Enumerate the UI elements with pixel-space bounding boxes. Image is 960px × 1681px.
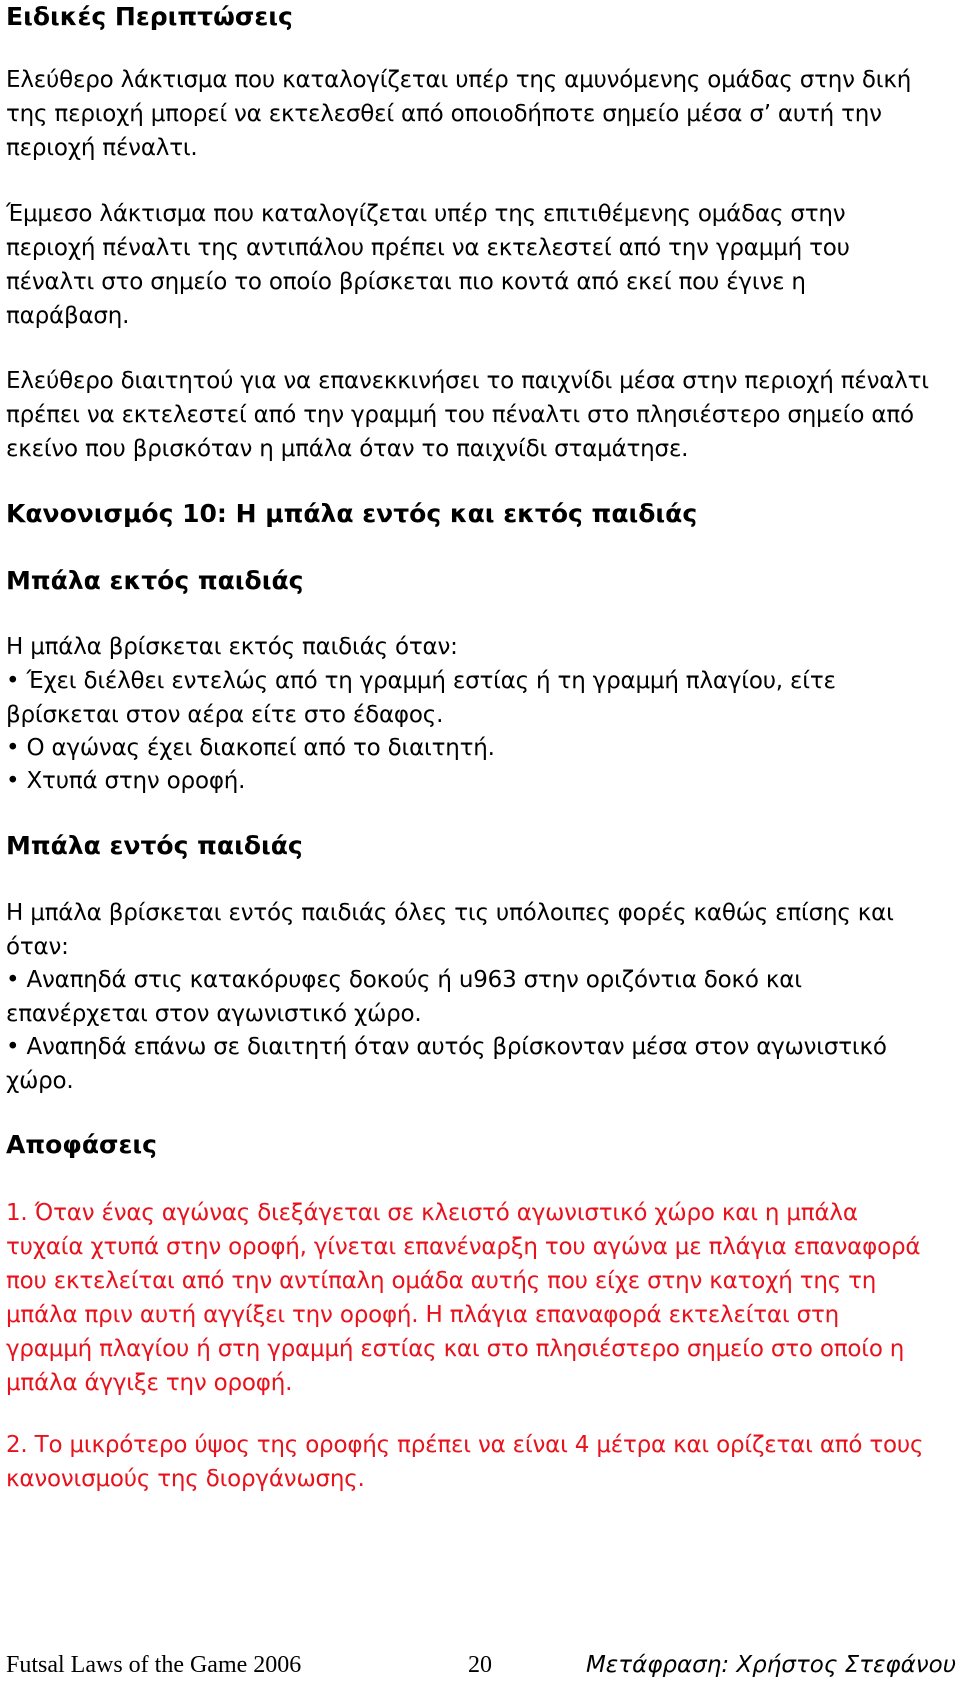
law10-heading: Κανονισμός 10: Η μπάλα εντός και εκτός παιδιάς <box>6 499 698 528</box>
ball-out-heading: Μπάλα εκτός παιδιάς <box>6 566 304 595</box>
decision-1: 1. Όταν ένας αγώνας διεξάγεται σε κλειστό αγωνιστικό χώρο και η μπάλα τυχαία χτυπά στην οροφή, γίνεται επανέναρξη του αγώνα με πλάγια επαναφορά που εκτελείται από την αντίπαλη ομάδα αυτής που είχε στην κατοχή της τη μπάλα πριν αυτή αγγίξει την οροφή. Η πλάγια επαναφορά εκτελείται στη γραμμή πλαγίου ή στη γραμμή εστίας και στο πλησιέστερο σημείο στο οποίο η μπάλα άγγιξε την οροφή. <box>6 1200 921 1396</box>
ball-out-item: • Χτυπά στην οροφή. <box>6 764 245 798</box>
decisions-heading: Αποφάσεις <box>6 1130 157 1159</box>
ball-in-item: • Αναπηδά στις κατακόρυφες δοκούς ή u963 στην οριζόντια δοκό και επανέρχεται στον αγωνιστικό χώρο. <box>6 963 866 1031</box>
footer-translator-credit: Μετάφραση: Χρήστος Στεφάνου <box>585 1652 956 1678</box>
special-cases-paragraph-2: Έμμεσο λάκτισμα που καταλογίζεται υπέρ της επιτιθέμενης ομάδας στην περιοχή πέναλτι της αντιπάλου πρέπει να εκτελεστεί από την γραμμή του πέναλτι στο σημείο το οποίο βρίσκεται πιο κοντά από εκεί που έγινε η παράβαση. <box>6 201 850 329</box>
ball-out-intro: Η μπάλα βρίσκεται εκτός παιδιάς όταν: <box>6 634 458 660</box>
special-cases-paragraph-1: Ελεύθερο λάκτισμα που καταλογίζεται υπέρ της αμυνόμενης ομάδας στην δική της περιοχή μπορεί να εκτελεσθεί από οποιοδήποτε σημείο μέσα σ’ αυτή την περιοχή πέναλτι. <box>6 67 912 161</box>
footer-page-number: 20 <box>468 1652 492 1678</box>
footer-document-title: Futsal Laws of the Game 2006 <box>6 1652 302 1678</box>
special-cases-paragraph-3: Ελεύθερο διαιτητού για να επανεκκινήσει το παιχνίδι μέσα στην περιοχή πέναλτι πρέπει να εκτελεστεί από την γραμμή του πέναλτι στο πλησιέστερο σημείο από εκείνο που βρισκόταν η μπάλα όταν το παιχνίδι σταμάτησε. <box>6 368 929 462</box>
page-footer <box>0 1649 960 1681</box>
special-cases-heading: Ειδικές Περιπτώσεις <box>6 2 293 31</box>
ball-in-item: • Αναπηδά επάνω σε διαιτητή όταν αυτός βρίσκονταν μέσα στον αγωνιστικό χώρο. <box>6 1030 946 1098</box>
decision-2: 2. Το μικρότερο ύψος της οροφής πρέπει να είναι 4 μέτρα και ορίζεται από τους κανονισμούς της διοργάνωσης. <box>6 1432 924 1492</box>
ball-in-intro: Η μπάλα βρίσκεται εντός παιδιάς όλες τις υπόλοιπες φορές καθώς επίσης και όταν: <box>6 900 894 960</box>
ball-out-item: • Ο αγώνας έχει διακοπεί από το διαιτητή. <box>6 731 495 765</box>
ball-out-item: • Έχει διέλθει εντελώς από τη γραμμή εστίας ή τη γραμμή πλαγίου, είτε βρίσκεται στον αέρα είτε στο έδαφος. <box>6 664 866 732</box>
ball-in-heading: Μπάλα εντός παιδιάς <box>6 831 303 860</box>
